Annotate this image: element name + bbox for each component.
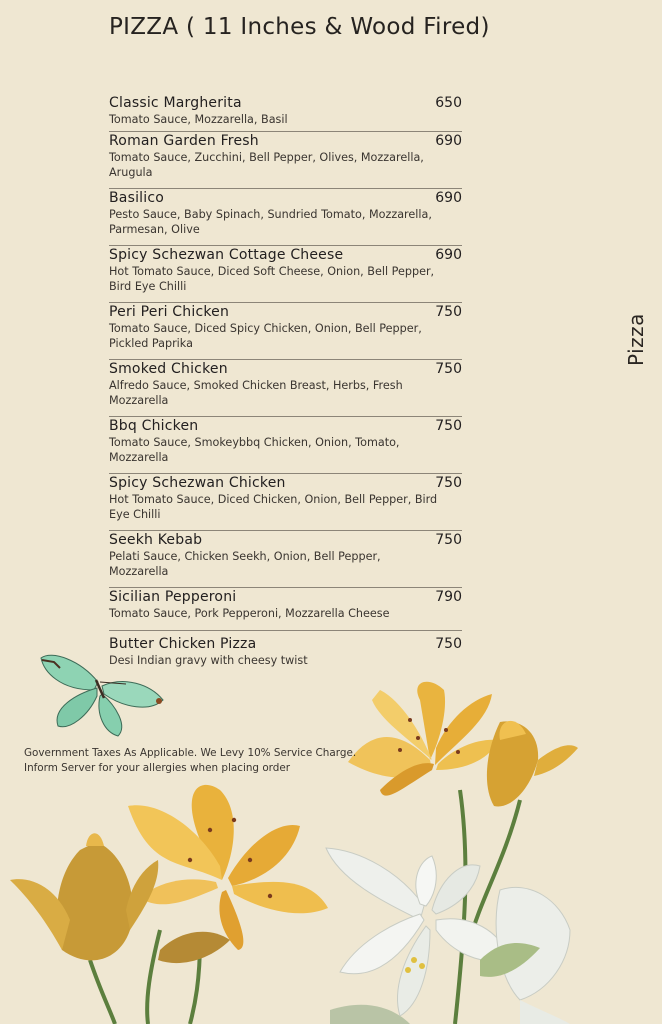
item-name: Smoked Chicken xyxy=(109,361,228,377)
menu-item xyxy=(109,246,462,303)
menu-item xyxy=(109,531,462,588)
menu-item xyxy=(109,360,462,417)
item-name: Basilico xyxy=(109,190,165,206)
item-name: Sicilian Pepperoni xyxy=(109,589,237,605)
item-name: Peri Peri Chicken xyxy=(109,304,230,320)
item-description: Tomato Sauce, Mozzarella, Basil xyxy=(109,113,288,126)
yellow-lily-icon xyxy=(348,682,578,807)
item-description: Hot Tomato Sauce, Diced Soft Cheese, Onion, Bell Pepper, Bird Eye Chilli xyxy=(109,265,435,293)
item-price: 750 xyxy=(435,418,462,434)
item-description: Tomato Sauce, Smokeybbq Chicken, Onion, Tomato, Mozzarella xyxy=(109,436,400,464)
tax-note: Government Taxes As Applicable. We Levy 10% Service Charge. xyxy=(24,747,357,759)
allergy-note: Inform Server for your allergies when placing order xyxy=(24,762,291,774)
item-description: Hot Tomato Sauce, Diced Chicken, Onion, Bell Pepper, Bird Eye Chilli xyxy=(109,493,438,521)
menu-item xyxy=(109,588,462,631)
item-name: Classic Margherita xyxy=(109,95,242,111)
item-name: Spicy Schezwan Chicken xyxy=(109,475,286,491)
white-lily-icon xyxy=(326,848,570,1024)
item-price: 650 xyxy=(435,95,462,111)
menu-item xyxy=(109,132,462,189)
item-price: 750 xyxy=(435,304,462,320)
menu-item xyxy=(109,417,462,474)
item-name: Roman Garden Fresh xyxy=(109,133,259,149)
menu-item xyxy=(109,474,462,531)
page-title: PIZZA ( 11 Inches & Wood Fired) xyxy=(109,14,490,40)
menu-item xyxy=(109,189,462,246)
item-price: 750 xyxy=(435,532,462,548)
item-name: Butter Chicken Pizza xyxy=(109,636,257,652)
item-description: Desi Indian gravy with cheesy twist xyxy=(109,654,308,667)
menu-item xyxy=(109,94,462,132)
item-price: 750 xyxy=(435,361,462,377)
item-description: Tomato Sauce, Zucchini, Bell Pepper, Olives, Mozzarella, Arugula xyxy=(109,151,424,179)
item-name: Spicy Schezwan Cottage Cheese xyxy=(109,247,344,263)
item-description: Alfredo Sauce, Smoked Chicken Breast, Herbs, Fresh Mozzarella xyxy=(109,379,403,407)
item-price: 750 xyxy=(435,636,462,652)
item-name: Bbq Chicken xyxy=(109,418,199,434)
item-description: Tomato Sauce, Diced Spicy Chicken, Onion, Bell Pepper, Pickled Paprika xyxy=(109,322,422,350)
section-side-label: Pizza xyxy=(624,313,648,366)
menu-item xyxy=(109,303,462,360)
pizza-menu-list xyxy=(109,94,462,688)
item-price: 690 xyxy=(435,133,462,149)
item-price: 690 xyxy=(435,190,462,206)
item-name: Seekh Kebab xyxy=(109,532,203,548)
yellow-lily-icon xyxy=(10,785,328,963)
item-price: 750 xyxy=(435,475,462,491)
item-description: Pesto Sauce, Baby Spinach, Sundried Tomato, Mozzarella, Parmesan, Olive xyxy=(109,208,432,236)
item-price: 790 xyxy=(435,589,462,605)
item-price: 690 xyxy=(435,247,462,263)
menu-item xyxy=(109,631,462,688)
footer-notes xyxy=(24,746,356,776)
item-description: Tomato Sauce, Pork Pepperoni, Mozzarella Cheese xyxy=(109,607,390,620)
item-description: Pelati Sauce, Chicken Seekh, Onion, Bell Pepper, Mozzarella xyxy=(109,550,381,578)
